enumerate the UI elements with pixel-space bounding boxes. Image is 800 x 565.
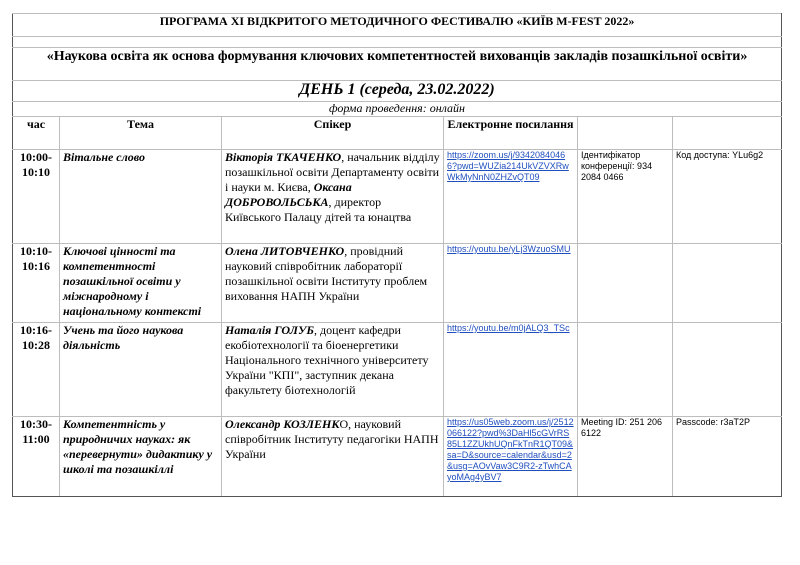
session-speaker <box>222 417 444 497</box>
speaker-role: О, науковий співробітник Інституту педагогіки НАПН України <box>225 417 439 461</box>
session-topic: Учень та його наукова діяльність <box>60 323 222 417</box>
speaker-name: Оксана ДОБРОВОЛЬСЬКА <box>225 180 352 209</box>
session-speaker <box>222 150 444 244</box>
session-link[interactable]: https://youtu.be/m0jALQ3_TSc <box>447 323 570 333</box>
event-format: форма проведення: онлайн <box>13 102 782 117</box>
header-time: час <box>13 117 60 150</box>
session-speaker <box>222 244 444 323</box>
session-time: 10:16-10:28 <box>13 323 60 417</box>
session-link-cell <box>444 323 578 417</box>
session-topic: Вітальне слово <box>60 150 222 244</box>
session-passcode: Passcode: r3aT2P <box>673 417 782 497</box>
speaker-name: Олександр КОЗЛЕНК <box>225 417 340 431</box>
program-title: ПРОГРАМА ХІ ВІДКРИТОГО МЕТОДИЧНОГО ФЕСТИВАЛЮ «КИЇВ M-FEST 2022» <box>13 14 782 37</box>
header-blank-2 <box>673 117 782 150</box>
session-meeting-id: Meeting ID: 251 206 6122 <box>578 417 673 497</box>
session-topic: Ключові цінності та компетентності позашкільної освіти у міжнародному і національному контексті <box>60 244 222 323</box>
session-topic: Компетентність у природничих науках: як «перевернути» дидактику у школі та позашкіллі <box>60 417 222 497</box>
session-time: 10:00-10:10 <box>13 150 60 244</box>
session-speaker <box>222 323 444 417</box>
header-row <box>13 117 782 150</box>
table-row <box>13 323 782 417</box>
header-links: Електронне посилання <box>444 117 578 150</box>
session-time: 10:30-11:00 <box>13 417 60 497</box>
session-meeting-id <box>578 244 673 323</box>
session-passcode <box>673 244 782 323</box>
session-passcode <box>673 323 782 417</box>
session-time: 10:10-10:16 <box>13 244 60 323</box>
speaker-role: , провідний науковий співробітник лабораторії позашкільної освіти Інституту проблем виховання НАПН України <box>225 244 428 303</box>
day-heading: ДЕНЬ 1 (середа, 23.02.2022) <box>13 81 782 102</box>
program-table <box>12 13 782 497</box>
session-link[interactable]: https://youtu.be/yLj3WzuoSMU <box>447 244 571 254</box>
session-link-cell <box>444 150 578 244</box>
header-speaker: Спікер <box>222 117 444 150</box>
festival-theme: «Наукова освіта як основа формування ключових компетентностей вихованців закладів позашкільної освіти» <box>13 48 782 81</box>
session-passcode: Код доступа: YLu6g2 <box>673 150 782 244</box>
header-blank-1 <box>578 117 673 150</box>
speaker-name: Олена ЛИТОВЧЕНКО <box>225 244 345 258</box>
spacer-row <box>13 37 782 48</box>
session-link[interactable]: https://us05web.zoom.us/j/2512066122?pwd%3DaHl5cGVrRS85L1ZZUkhUQnFkTnR1QT09&sa=D&source=calendar&usd=2&usg=AOvVaw3C9R2-zTwhCAyoMAg4yBV7 <box>447 417 574 482</box>
session-meeting-id: Ідентифікатор конференції: 934 2084 0466 <box>578 150 673 244</box>
speaker-name: Наталія ГОЛУБ <box>225 323 315 337</box>
table-row <box>13 417 782 497</box>
speaker-role: , начальник відділу позашкільної освіти Департаменту освіти і науки м. Києва, <box>225 150 440 194</box>
session-link-cell <box>444 417 578 497</box>
session-meeting-id <box>578 323 673 417</box>
session-link-cell <box>444 244 578 323</box>
speaker-role: , доцент кафедри екобіотехнології та біоенергетики Національного технічного університету України "КПІ", заступник декана факультету біотехнологій <box>225 323 429 397</box>
speaker-role: , директор Київського Палацу дітей та юнацтва <box>225 195 412 224</box>
speaker-name: Вікторія ТКАЧЕНКО <box>225 150 342 164</box>
table-row <box>13 150 782 244</box>
table-row <box>13 244 782 323</box>
session-link[interactable]: https://zoom.us/j/93420840466?pwd=WUZia214UkVZVXRwWkMyNnN0ZHZvQT09 <box>447 150 569 182</box>
header-topic: Тема <box>60 117 222 150</box>
